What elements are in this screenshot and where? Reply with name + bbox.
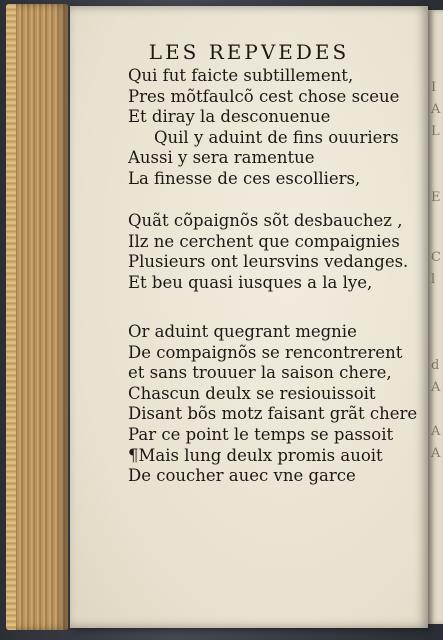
book-page	[70, 6, 428, 628]
verse-line: Disant bõs motz faisant grãt chere	[128, 404, 418, 424]
verse-line: De coucher auec vne garce	[128, 466, 356, 486]
verse-line: Or aduint quegrant megnie	[128, 322, 357, 341]
verse-line: Quãt cõpaignõs sõt desbauchez ,	[128, 211, 403, 230]
book-fore-edge	[6, 4, 68, 630]
verse-line: et sans trouuer la saison chere,	[128, 363, 392, 383]
verse-line: Par ce point le temps se passoit	[128, 424, 394, 444]
stanza-1	[128, 66, 399, 190]
verse-line: ¶Mais lung deulx promis auoit	[128, 445, 383, 465]
running-head: LES REPVEDES	[148, 40, 350, 64]
verse-line: Quil y aduint de fins ouuriers	[154, 127, 399, 147]
stanza-3	[128, 322, 417, 487]
verse-line: Aussi y sera ramentue	[128, 148, 315, 168]
verse-line: Qui fut faicte subtillement,	[128, 66, 354, 85]
verse-line: Ilz ne cerchent que compaignies	[128, 231, 400, 251]
verse-line: De compaignõs se rencontrerent	[128, 342, 403, 362]
verse-line: Plusieurs ont leursvins vedanges.	[128, 252, 409, 272]
stanza-2	[128, 211, 408, 293]
verse-line: Chascun deulx se resiouissoit	[128, 383, 376, 403]
adjacent-page-edge: I A L E C l d A A A	[428, 10, 443, 624]
verse-line: Et beu quasi iusques a la lye,	[128, 272, 373, 292]
verse-line: Et diray la desconuenue	[128, 107, 331, 127]
verse-line: La finesse de ces escolliers,	[128, 168, 361, 188]
verse-line: Pres mõtfaulcõ cest chose sceue	[128, 86, 400, 106]
